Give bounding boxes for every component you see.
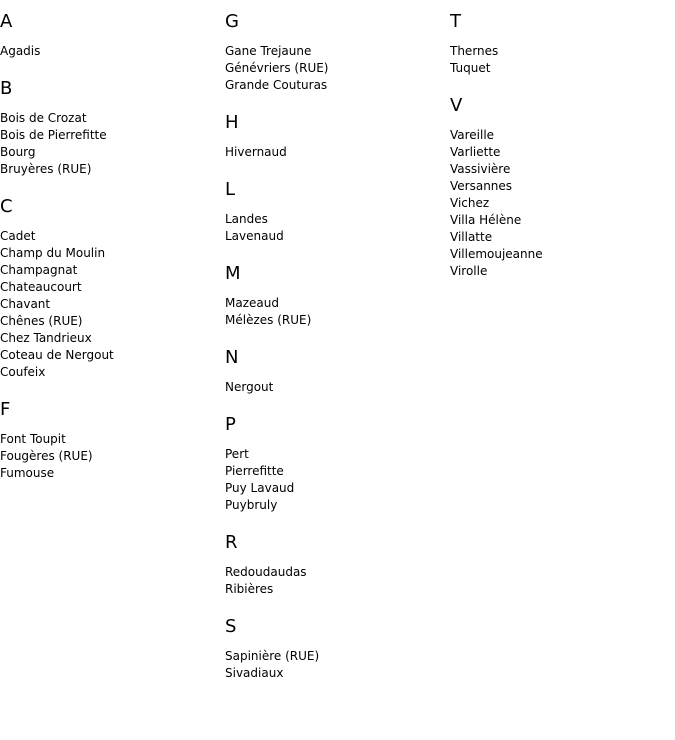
- entry-item[interactable]: Gane Trejaune: [225, 44, 312, 58]
- index-column-3: [450, 10, 670, 297]
- entry-list-r: [225, 564, 445, 598]
- letter-group-t: [450, 10, 670, 77]
- entry-item[interactable]: Puybruly: [225, 498, 278, 512]
- entry-item[interactable]: Villatte: [450, 230, 493, 244]
- entry-list-p: [225, 446, 445, 514]
- entry-item[interactable]: Bois de Crozat: [0, 111, 87, 125]
- letter-heading-s: S: [225, 616, 237, 637]
- letter-heading-r: R: [225, 532, 238, 553]
- entry-list-h: [225, 144, 445, 161]
- entry-item[interactable]: Vareille: [450, 128, 495, 142]
- entry-item[interactable]: Champagnat: [0, 263, 78, 277]
- entry-list-b: [0, 110, 220, 178]
- entry-item[interactable]: Puy Lavaud: [225, 481, 295, 495]
- entry-item[interactable]: Lavenaud: [225, 229, 284, 243]
- letter-group-n: [225, 346, 445, 396]
- letter-heading-c: C: [0, 196, 13, 217]
- letter-heading-h: H: [225, 112, 239, 133]
- letter-group-r: [225, 531, 445, 598]
- letter-heading-p: P: [225, 414, 236, 435]
- entry-item[interactable]: Tuquet: [450, 61, 491, 75]
- letter-heading-l: L: [225, 179, 236, 200]
- entry-item[interactable]: Thernes: [450, 44, 499, 58]
- entry-list-t: [450, 43, 670, 77]
- entry-item[interactable]: Villemoujeanne: [450, 247, 543, 261]
- entry-item[interactable]: Bourg: [0, 145, 36, 159]
- entry-item[interactable]: Virolle: [450, 264, 488, 278]
- letter-heading-g: G: [225, 11, 239, 32]
- letter-group-m: [225, 262, 445, 329]
- entry-item[interactable]: Mélèzes (RUE): [225, 313, 312, 327]
- letter-group-a: [0, 10, 220, 60]
- letter-heading-b: B: [0, 78, 13, 99]
- letter-group-g: [225, 10, 445, 94]
- entry-item[interactable]: Versannes: [450, 179, 513, 193]
- letter-group-v: [450, 94, 670, 280]
- letter-group-h: [225, 111, 445, 161]
- entry-item[interactable]: Varliette: [450, 145, 501, 159]
- letter-heading-f: F: [0, 399, 11, 420]
- entry-item[interactable]: Hivernaud: [225, 145, 287, 159]
- letter-heading-t: T: [450, 11, 461, 32]
- entry-item[interactable]: Bois de Pierrefitte: [0, 128, 107, 142]
- entry-item[interactable]: Chavant: [0, 297, 51, 311]
- entry-item[interactable]: Chênes (RUE): [0, 314, 83, 328]
- entry-item[interactable]: Sivadiaux: [225, 666, 284, 680]
- entry-item[interactable]: Pierrefitte: [225, 464, 284, 478]
- entry-list-c: [0, 228, 220, 381]
- entry-item[interactable]: Pert: [225, 447, 249, 461]
- letter-heading-n: N: [225, 347, 239, 368]
- entry-item[interactable]: Redoudaudas: [225, 565, 307, 579]
- letter-group-l: [225, 178, 445, 245]
- entry-item[interactable]: Fougères (RUE): [0, 449, 93, 463]
- letter-group-c: [0, 195, 220, 381]
- entry-item[interactable]: Chateaucourt: [0, 280, 82, 294]
- entry-list-m: [225, 295, 445, 329]
- entry-item[interactable]: Vassivière: [450, 162, 511, 176]
- entry-item[interactable]: Sapinière (RUE): [225, 649, 320, 663]
- letter-heading-v: V: [450, 95, 463, 116]
- entry-item[interactable]: Agadis: [0, 44, 41, 58]
- entry-item[interactable]: Génévriers (RUE): [225, 61, 329, 75]
- entry-item[interactable]: Chez Tandrieux: [0, 331, 92, 345]
- entry-item[interactable]: Champ du Moulin: [0, 246, 106, 260]
- entry-item[interactable]: Grande Couturas: [225, 78, 328, 92]
- entry-item[interactable]: Fumouse: [0, 466, 55, 480]
- entry-item[interactable]: Font Toupit: [0, 432, 66, 446]
- entry-item[interactable]: Villa Hélène: [450, 213, 522, 227]
- letter-group-b: [0, 77, 220, 178]
- entry-list-v: [450, 127, 670, 280]
- entry-list-g: [225, 43, 445, 94]
- entry-item[interactable]: Bruyères (RUE): [0, 162, 92, 176]
- entry-item[interactable]: Nergout: [225, 380, 274, 394]
- letter-heading-m: M: [225, 263, 241, 284]
- entry-item[interactable]: Ribières: [225, 582, 274, 596]
- entry-item[interactable]: Mazeaud: [225, 296, 279, 310]
- entry-list-s: [225, 648, 445, 682]
- entry-item[interactable]: Coteau de Nergout: [0, 348, 114, 362]
- letter-group-s: [225, 615, 445, 682]
- entry-list-l: [225, 211, 445, 245]
- entry-item[interactable]: Coufeix: [0, 365, 46, 379]
- entry-list-a: [0, 43, 220, 60]
- letter-heading-a: A: [0, 11, 13, 32]
- letter-group-p: [225, 413, 445, 514]
- entry-item[interactable]: Cadet: [0, 229, 36, 243]
- entry-list-f: [0, 431, 220, 482]
- entry-item[interactable]: Landes: [225, 212, 268, 226]
- index-column-2: [225, 10, 445, 699]
- letter-group-f: [0, 398, 220, 482]
- entry-list-n: [225, 379, 445, 396]
- entry-item[interactable]: Vichez: [450, 196, 490, 210]
- index-column-1: [0, 10, 220, 499]
